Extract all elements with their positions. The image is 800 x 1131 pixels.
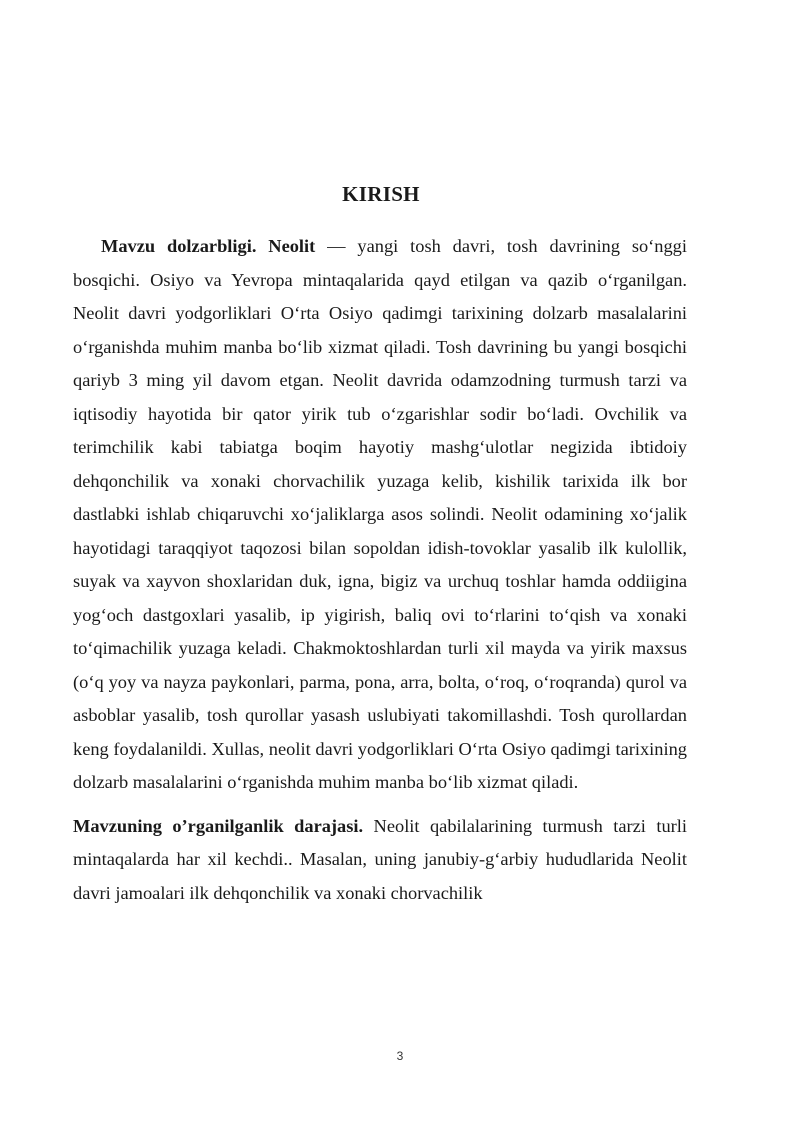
paragraph-lead: Mavzuning o’rganilganlik darajasi.	[73, 815, 364, 836]
paragraph-study-degree	[73, 810, 687, 911]
page-title: KIRISH	[342, 182, 420, 206]
document-body	[73, 230, 687, 910]
page-number: 3	[396, 1049, 404, 1063]
paragraph-relevance	[73, 230, 687, 800]
paragraph-text: — yangi tosh davri, tosh davrining so‘nggi bosqichi. Osiyo va Yevropa mintaqalarida qayd etilgan va qazib o‘rganilgan. Neolit davri yodgorliklari O‘rta Osiyo qadimgi tarixining dolzarb masalalarini o‘rganishda muhim manba bo‘lib xizmat qiladi. Tosh davrining bu yangi bosqichi qariyb 3 ming yil davom etgan. Neolit davrida odamzodning turmush tarzi va iqtisodiy hayotida bir qator yirik tub o‘zgarishlar sodir bo‘ladi. Ovchilik va terimchilik kabi tabiatga boqim hayotiy mashg‘ulotlar negizida ibtidoiy dehqonchilik va xonaki chorvachilik yuzaga kelib, kishilik tarixida ilk bor dastlabki ishlab chiqaruvchi xo‘jaliklarga asos solindi. Neolit odamining xo‘jalik hayotidagi taraqqiyot taqozosi bilan sopoldan idish-tovoklar yasalib ilk kulollik, suyak va xayvon shoxlaridan duk, igna, bigiz va urchuq toshlar hamda oddiigina yog‘och dastgoxlari yasalib, ip yigirish, baliq ovi to‘rlarini to‘qish va xonaki to‘qimachilik yuzaga keladi. Chakmoktoshlardan turli xil mayda va yirik maxsus (o‘q yoy va nayza paykonlari, parma, pona, arra, bolta, o‘roq, o‘roqranda) qurol va asboblar yasalib, tosh qurollar yasash uslubiyati takomillashdi. Tosh qurollardan keng foydalanildi. Xullas, neolit davri yodgorliklari O‘rta Osiyo qadimgi tarixining dolzarb masalalarini o‘rganishda muhim manba bo‘lib xizmat qiladi.	[73, 236, 687, 792]
paragraph-lead: Mavzu dolzarbligi. Neolit	[101, 236, 316, 256]
paragraph-text: Neolit qabilalarining turmush tarzi turli mintaqalarda har xil kechdi.. Masalan, uning janubiy-g‘arbiy hududlarida Neolit davri jamoalari ilk dehqonchilik va xonaki chorvachilik	[73, 815, 687, 903]
